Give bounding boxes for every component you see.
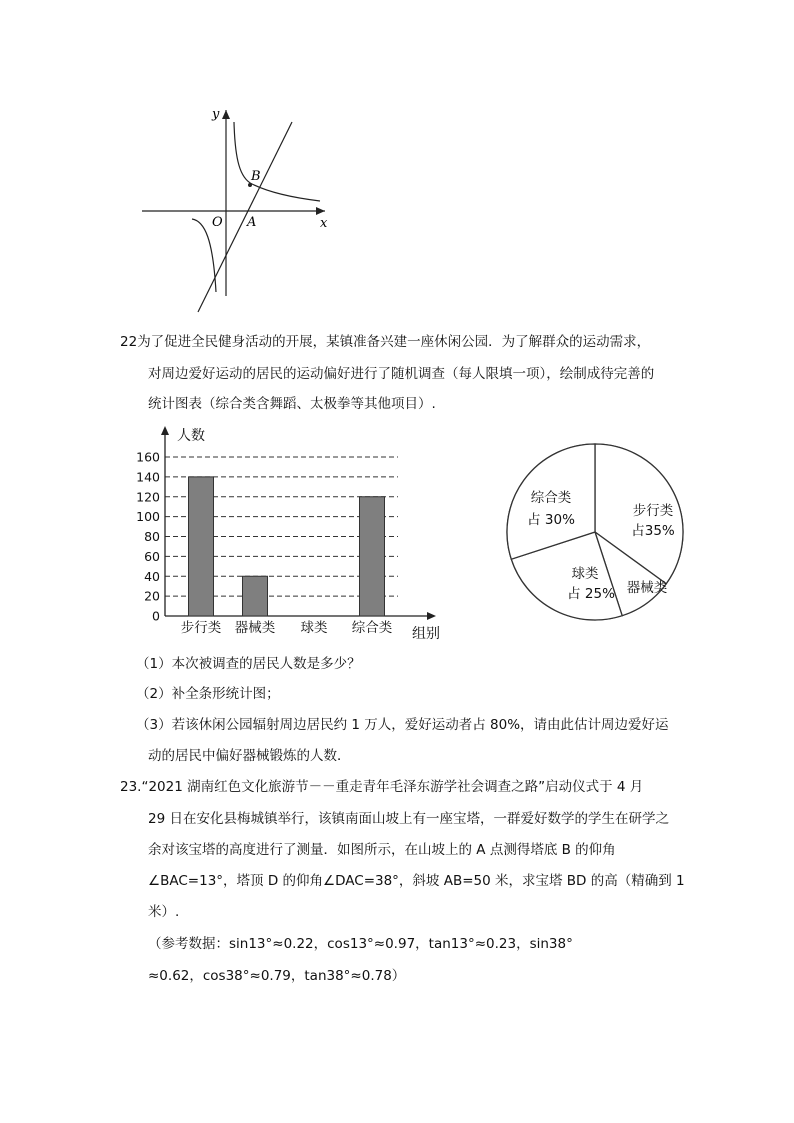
q23-line3: 余对该宝塔的高度进行了测量．如图所示，在山坡上的 A 点测得塔底 B 的仰角: [148, 842, 616, 858]
y-tick-label: 120: [136, 489, 160, 505]
x-axis-arrow: [316, 207, 325, 215]
q22-line2: 对周边爱好运动的居民的运动偏好进行了随机调查（每人限填一项），绘制成待完善的: [148, 366, 655, 382]
function-graph: [130, 100, 340, 320]
y-tick-label: 80: [144, 529, 160, 544]
bar-x-axis-title: 组别: [412, 626, 440, 642]
q22-line1-text: 为了促进全民健身活动的开展，某镇准备兴建一座休闲公园．为了解群众的运动需求，: [137, 334, 651, 350]
pie-percent-label: 占 30%: [527, 512, 575, 528]
y-tick-label: 0: [152, 608, 160, 624]
bar-chart: [130, 420, 460, 645]
pie-percent-label: 占 25%: [567, 586, 615, 602]
y-axis-arrow: [222, 110, 230, 119]
pie-label: 器械类: [626, 580, 668, 596]
q23-ref2: ≈0.62，cos38°≈0.79，tan38°≈0.78）: [148, 968, 406, 984]
q22-sub1: （1）本次被调查的居民人数是多少？: [136, 656, 361, 672]
point-a-label: A: [247, 215, 257, 230]
bar-x-axis-arrow: [427, 612, 436, 620]
x-category-label: 综合类: [351, 620, 393, 636]
q22-sub2: （2）补全条形统计图；: [136, 686, 280, 702]
q22-sub3b: 动的居民中偏好器械锻炼的人数．: [148, 748, 351, 764]
bar-y-axis-arrow: [161, 426, 169, 435]
q22-sub3a: （3）若该休闲公园辐射周边居民约 1 万人，爱好运动者占 80%，请由此估计周边爱好运: [136, 717, 669, 733]
origin-label: O: [212, 215, 223, 230]
y-tick-label: 100: [136, 509, 160, 525]
bar-器械类: [243, 576, 268, 616]
point-b-label: B: [251, 169, 261, 184]
y-tick-label: 40: [144, 568, 160, 584]
pie-percent-label: 占35%: [631, 523, 675, 539]
q23-line5: 米）.: [148, 904, 180, 920]
x-axis-label: x: [320, 216, 328, 231]
x-category-label: 器械类: [234, 620, 276, 636]
q22-number: 22: [120, 334, 138, 350]
pie-chart: [505, 435, 695, 635]
bar-综合类: [360, 497, 385, 616]
bar-y-axis-title: 人数: [177, 428, 205, 444]
q23-line2: 29 日在安化县梅城镇举行，该镇南面山坡上有一座宝塔，一群爱好数学的学生在研学之: [148, 811, 669, 827]
hyperbola-first-quadrant: [234, 122, 320, 201]
pie-label: 球类: [571, 566, 599, 582]
x-category-label: 球类: [300, 620, 328, 636]
q22-line1: [120, 332, 650, 352]
bar-步行类: [189, 477, 214, 616]
q23-line4: ∠BAC=13°，塔顶 D 的仰角∠DAC=38°，斜坡 AB=50 米，求宝塔 BD 的高（精确到 1: [148, 873, 685, 889]
y-tick-label: 20: [144, 588, 160, 604]
y-axis-label: y: [212, 107, 220, 122]
pie-label: 步行类: [632, 503, 674, 519]
pie-label: 综合类: [530, 490, 572, 506]
y-tick-label: 60: [144, 548, 160, 564]
q23-line1: 23.“2021 湖南红色文化旅游节－－重走青年毛泽东游学社会调查之路”启动仪式于 4 月: [120, 779, 644, 795]
q23-ref1: （参考数据：sin13°≈0.22，cos13°≈0.97，tan13°≈0.23，sin38°: [148, 936, 573, 952]
x-category-label: 步行类: [180, 620, 222, 636]
y-tick-label: 160: [136, 449, 160, 465]
q22-line3: 统计图表（综合类含舞蹈、太极拳等其他项目）.: [148, 396, 436, 412]
y-tick-label: 140: [136, 469, 160, 485]
